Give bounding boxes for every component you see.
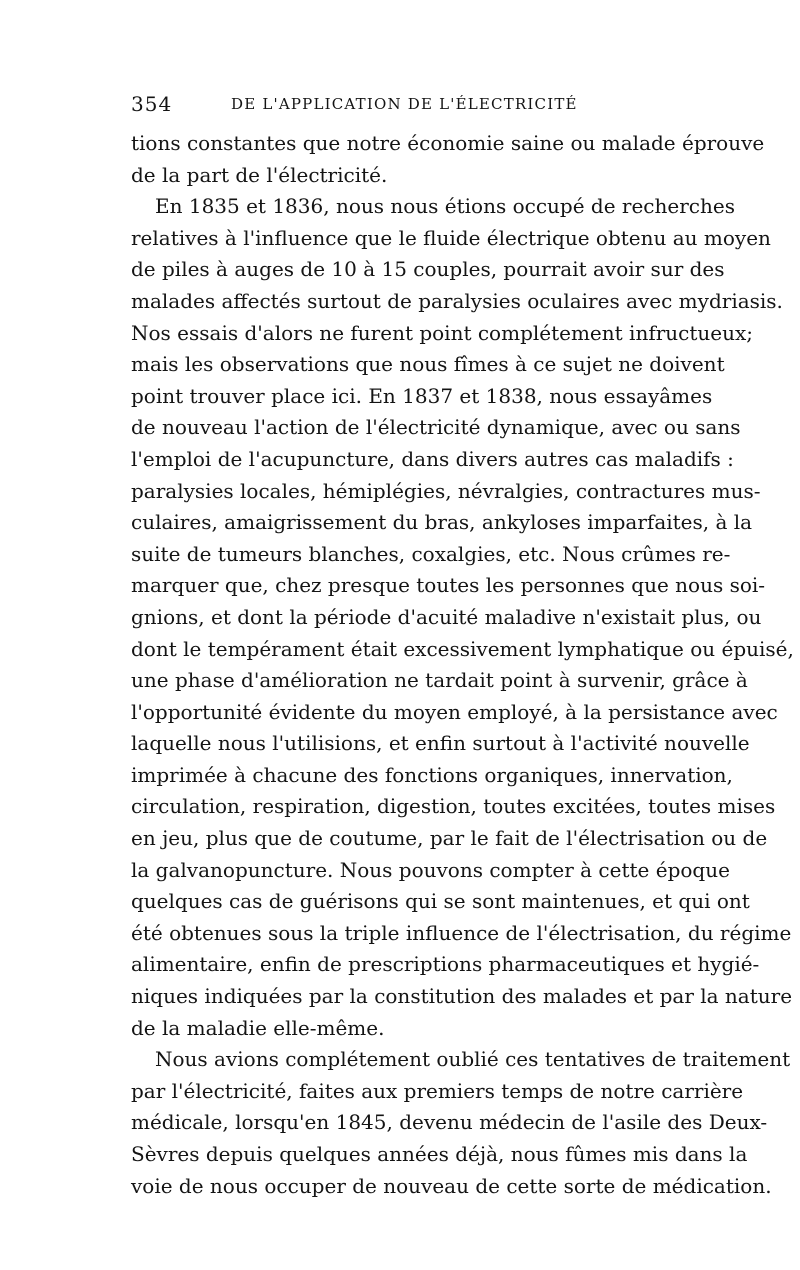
text-line: niques indiquées par la constitution des malades et par la nature (131, 984, 793, 1009)
text-line: imprimée à chacune des fonctions organiques, innervation, (131, 762, 733, 787)
text-line: point trouver place ici. En 1837 et 1838, nous essayâmes (131, 383, 713, 408)
text-line: voie de nous occuper de nouveau de cette sorte de médication. (131, 1173, 772, 1198)
running-title: DE L'APPLICATION DE L'ÉLECTRICITÉ (231, 95, 578, 113)
text-line: une phase d'amélioration ne tardait point à survenir, grâce à (131, 668, 748, 693)
text-line: été obtenues sous la triple influence de l'électrisation, du régime (131, 920, 792, 945)
text-line: de la part de l'électricité. (131, 162, 388, 187)
text-line: circulation, respiration, digestion, toutes excitées, toutes mises (131, 794, 776, 819)
text-line: suite de tumeurs blanches, coxalgies, etc. Nous crûmes re- (131, 541, 731, 566)
text-line: la galvanopuncture. Nous pouvons compter à cette époque (131, 857, 730, 882)
body-text (131, 128, 794, 1202)
text-line: l'opportunité évidente du moyen employé, à la persistance avec (131, 699, 778, 724)
text-line: médicale, lorsqu'en 1845, devenu médecin de l'asile des Deux- (131, 1110, 768, 1135)
page-number: 354 (131, 92, 173, 116)
text-line: par l'électricité, faites aux premiers temps de notre carrière (131, 1078, 744, 1103)
text-line: de nouveau l'action de l'électricité dynamique, avec ou sans (131, 415, 741, 440)
text-line: Nos essais d'alors ne furent point complétement infructueux; (131, 320, 754, 345)
text-line: laquelle nous l'utilisions, et enfin surtout à l'activité nouvelle (131, 731, 750, 756)
text-line: alimentaire, enfin de prescriptions pharmaceutiques et hygié- (131, 952, 760, 977)
text-line: de piles à auges de 10 à 15 couples, pourrait avoir sur des (131, 257, 725, 282)
text-line: tions constantes que notre économie saine ou malade éprouve (131, 131, 765, 155)
text-line: marquer que, chez presque toutes les personnes que nous soi- (131, 573, 766, 598)
text-line: gnions, et dont la période d'acuité maladive n'existait plus, ou (131, 604, 762, 629)
text-line: mais les observations que nous fîmes à ce sujet ne doivent (131, 352, 725, 377)
text-line: malades affectés surtout de paralysies oculaires avec mydriasis. (131, 288, 783, 313)
text-line: paralysies locales, hémiplégies, névralgies, contractures mus- (131, 478, 761, 503)
text-line: En 1835 et 1836, nous nous étions occupé de recherches (155, 194, 735, 219)
text-line: de la maladie elle-même. (131, 1015, 385, 1040)
text-line: l'emploi de l'acupuncture, dans divers autres cas maladifs : (131, 446, 734, 471)
text-line: relatives à l'influence que le fluide électrique obtenu au moyen (131, 225, 771, 250)
page-header (131, 92, 671, 122)
text-line: dont le tempérament était excessivement lymphatique ou épuisé, (131, 636, 794, 661)
text-line: Nous avions complétement oublié ces tentatives de traitement (155, 1047, 791, 1072)
text-line: en jeu, plus que de coutume, par le fait de l'électrisation ou de (131, 826, 768, 851)
text-line: quelques cas de guérisons qui se sont maintenues, et qui ont (131, 889, 750, 914)
text-line: Sèvres depuis quelques années déjà, nous fûmes mis dans la (131, 1142, 748, 1166)
text-line: culaires, amaigrissement du bras, ankyloses imparfaites, à la (131, 510, 753, 535)
